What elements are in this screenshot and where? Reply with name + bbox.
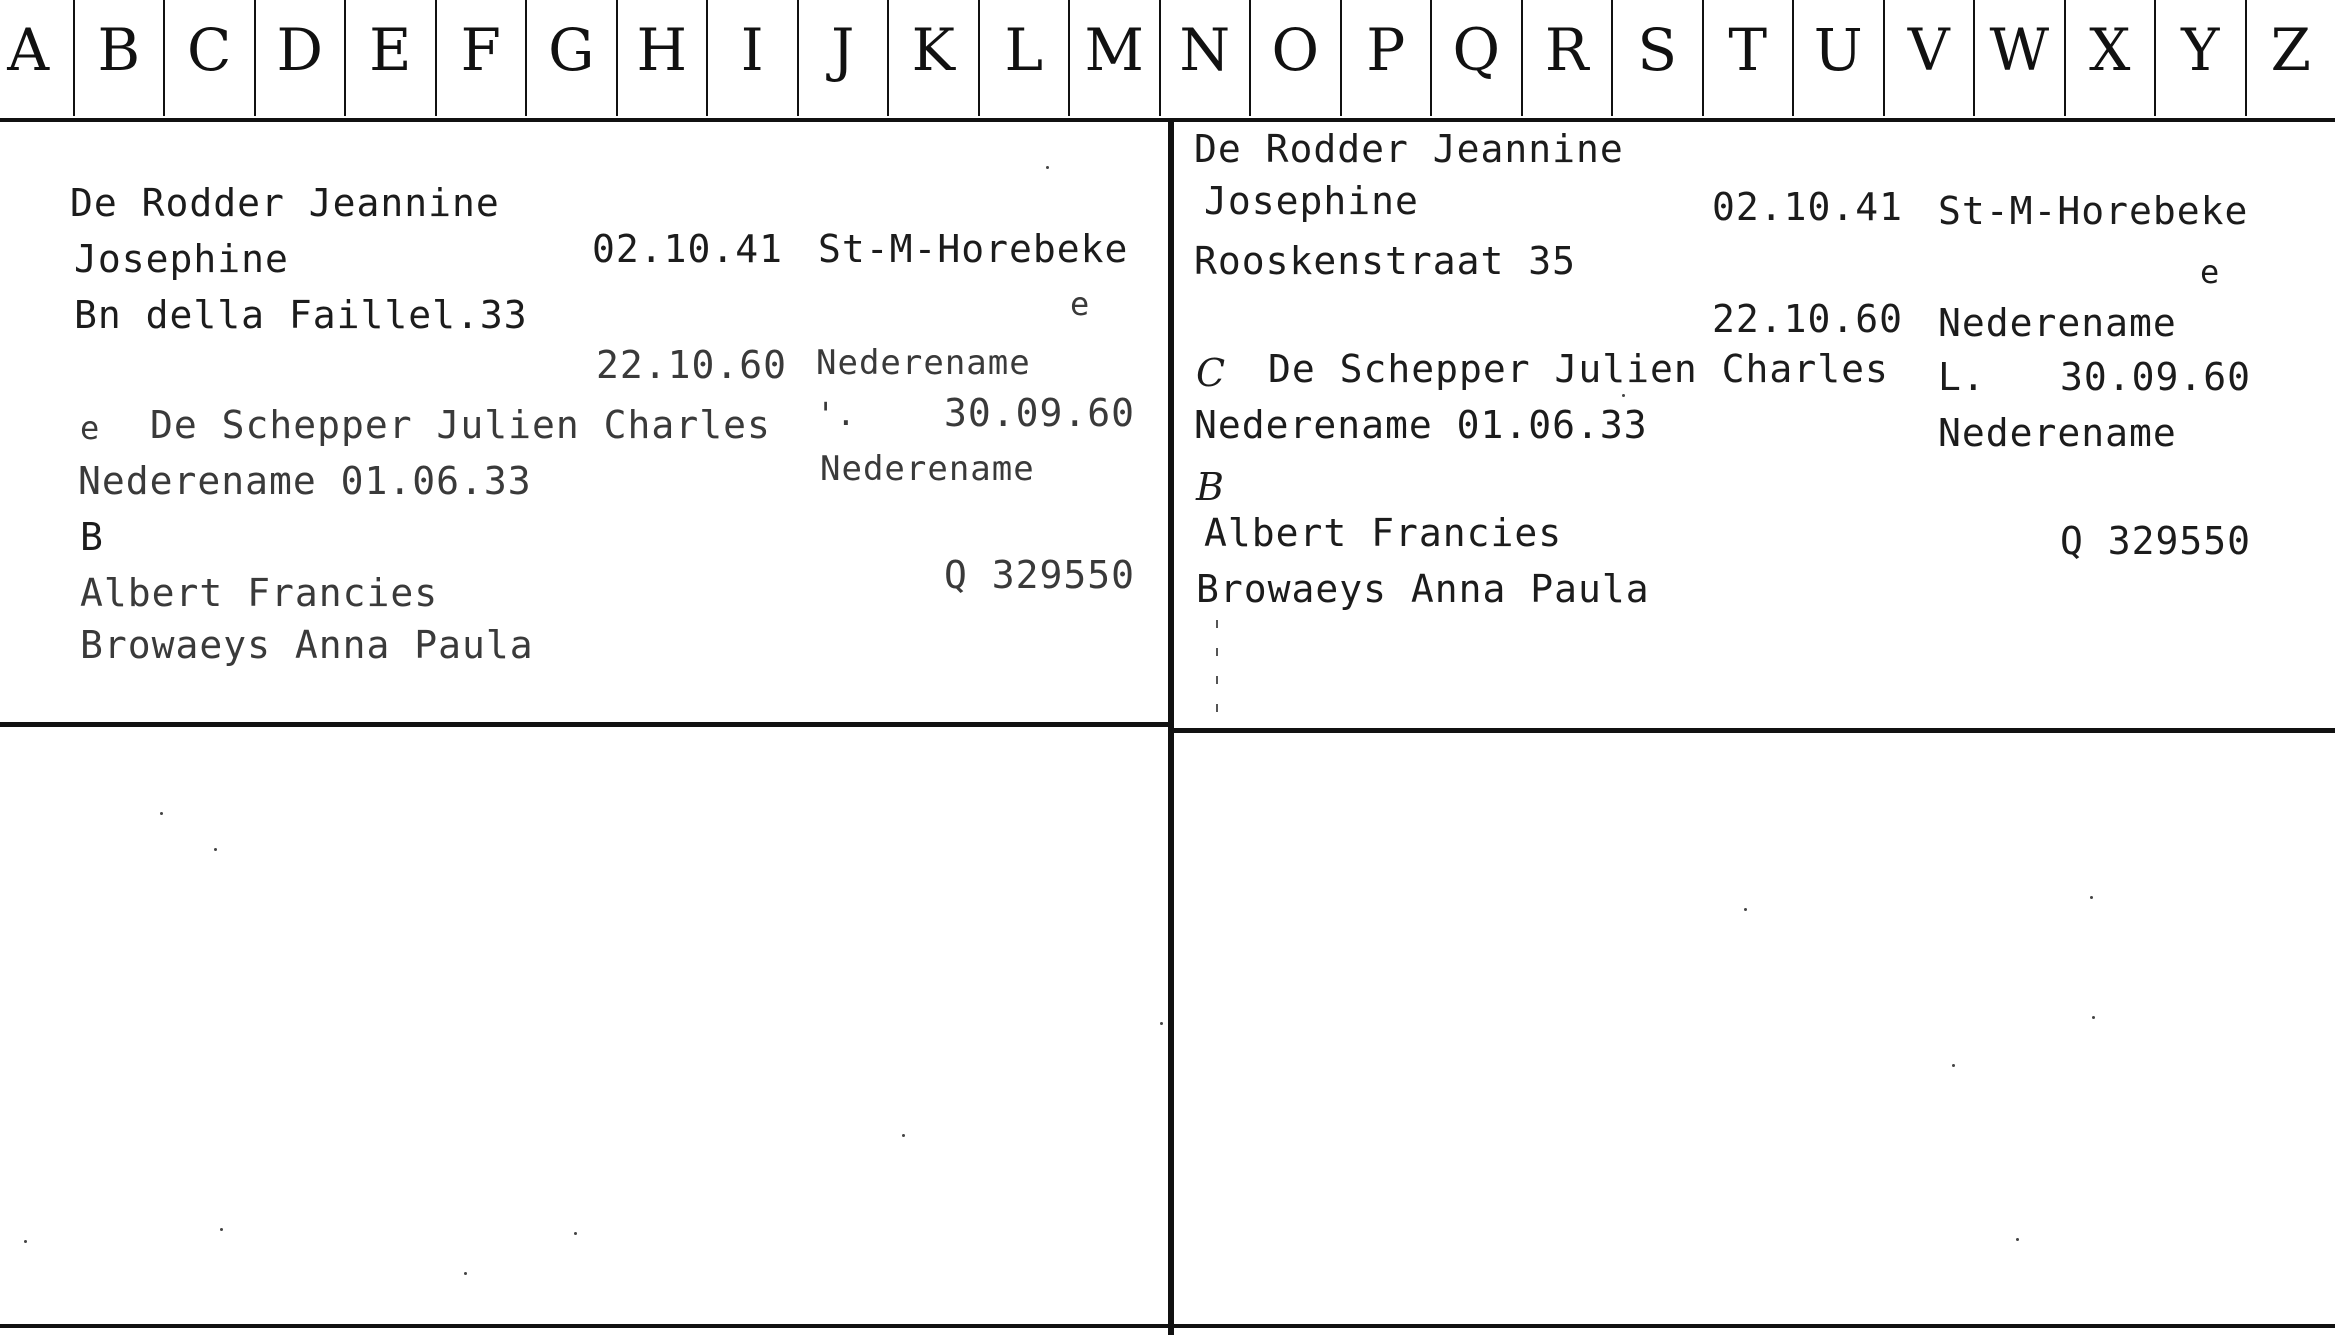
index-letter-c: C	[187, 16, 232, 84]
right-spouse-name: De Schepper Julien Charles	[1268, 347, 1889, 391]
left-spouse-birth: Nederename 01.06.33	[78, 459, 532, 503]
index-letter-g: G	[548, 16, 595, 84]
right-address: Rooskenstraat 35	[1194, 239, 1577, 283]
index-letter-o: O	[1271, 16, 1320, 84]
index-letter-u: U	[1813, 16, 1863, 84]
left-card-bottom-rule	[0, 722, 1168, 727]
left-father: Albert Francies	[80, 571, 439, 615]
right-second-place: Nederename	[1938, 411, 2177, 455]
left-birth-place: St-M-Horebeke	[818, 227, 1129, 271]
right-marriage-date: 22.10.60	[1712, 297, 1904, 341]
index-letter-y: Y	[2181, 16, 2220, 84]
right-first-name: Josephine	[1204, 179, 1419, 223]
left-spouse-name: De Schepper Julien Charles	[150, 403, 771, 447]
right-birth-date: 02.10.41	[1712, 185, 1904, 229]
index-letter-h: H	[636, 16, 688, 84]
lower-right-bottom-rule	[1174, 1324, 2335, 1328]
index-letter-e: E	[369, 16, 412, 84]
card-divider-vertical	[1168, 118, 1174, 1335]
lower-left-bottom-rule	[0, 1324, 1168, 1328]
index-letter-m: M	[1084, 16, 1144, 84]
left-e-mark: e	[1070, 285, 1091, 323]
right-b-mark: B	[1196, 465, 1225, 509]
right-second-date: 30.09.60	[2060, 355, 2252, 399]
index-letter-v: V	[1907, 16, 1950, 84]
right-mother: Browaeys Anna Paula	[1196, 567, 1650, 611]
left-marriage-place: Nederename	[816, 343, 1031, 383]
left-second-place: Nederename	[820, 449, 1035, 489]
index-letter-b: B	[97, 16, 141, 84]
left-b-mark: B	[80, 515, 104, 559]
index-letter-j: J	[831, 16, 855, 84]
right-e-mark: e	[2200, 253, 2221, 291]
left-spouse-prefix: e	[80, 409, 101, 447]
left-second-date: 30.09.60	[944, 391, 1136, 435]
right-marriage-place: Nederename	[1938, 301, 2177, 345]
right-birth-place: St-M-Horebeke	[1938, 189, 2249, 233]
index-letter-s: S	[1637, 16, 1678, 84]
left-birth-date: 02.10.41	[592, 227, 784, 271]
index-letter-d: D	[276, 16, 323, 84]
index-letter-z: Z	[2270, 16, 2311, 84]
right-spouse-prefix: C	[1196, 351, 1227, 395]
left-mother: Browaeys Anna Paula	[80, 623, 534, 667]
index-letter-q: Q	[1452, 16, 1501, 84]
index-letter-r: R	[1544, 16, 1589, 84]
index-letter-t: T	[1728, 16, 1768, 84]
left-address: Bn della Faillel.33	[74, 293, 528, 337]
index-letter-k: K	[911, 16, 955, 84]
left-first-name: Josephine	[74, 237, 289, 281]
right-card-bottom-rule	[1174, 728, 2335, 733]
left-number: Q 329550	[944, 553, 1136, 597]
index-letter-i: I	[740, 16, 764, 84]
right-number: Q 329550	[2060, 519, 2252, 563]
right-l-mark: L.	[1938, 355, 1986, 399]
alphabet-index	[0, 0, 2335, 118]
index-letter-l: L	[1004, 16, 1043, 84]
index-letter-f: F	[460, 16, 501, 84]
left-surname: De Rodder Jeannine	[70, 181, 500, 225]
left-l-mark: '.	[816, 395, 857, 433]
index-letter-p: P	[1366, 16, 1406, 84]
right-spouse-birth: Nederename 01.06.33	[1194, 403, 1648, 447]
index-letter-a: A	[7, 16, 50, 84]
left-marriage-date: 22.10.60	[596, 343, 788, 387]
index-letter-w: W	[1989, 16, 2050, 84]
right-father: Albert Francies	[1204, 511, 1563, 555]
index-letter-n: N	[1179, 16, 1231, 84]
right-surname: De Rodder Jeannine	[1194, 127, 1624, 171]
index-letter-x: X	[2089, 16, 2131, 84]
